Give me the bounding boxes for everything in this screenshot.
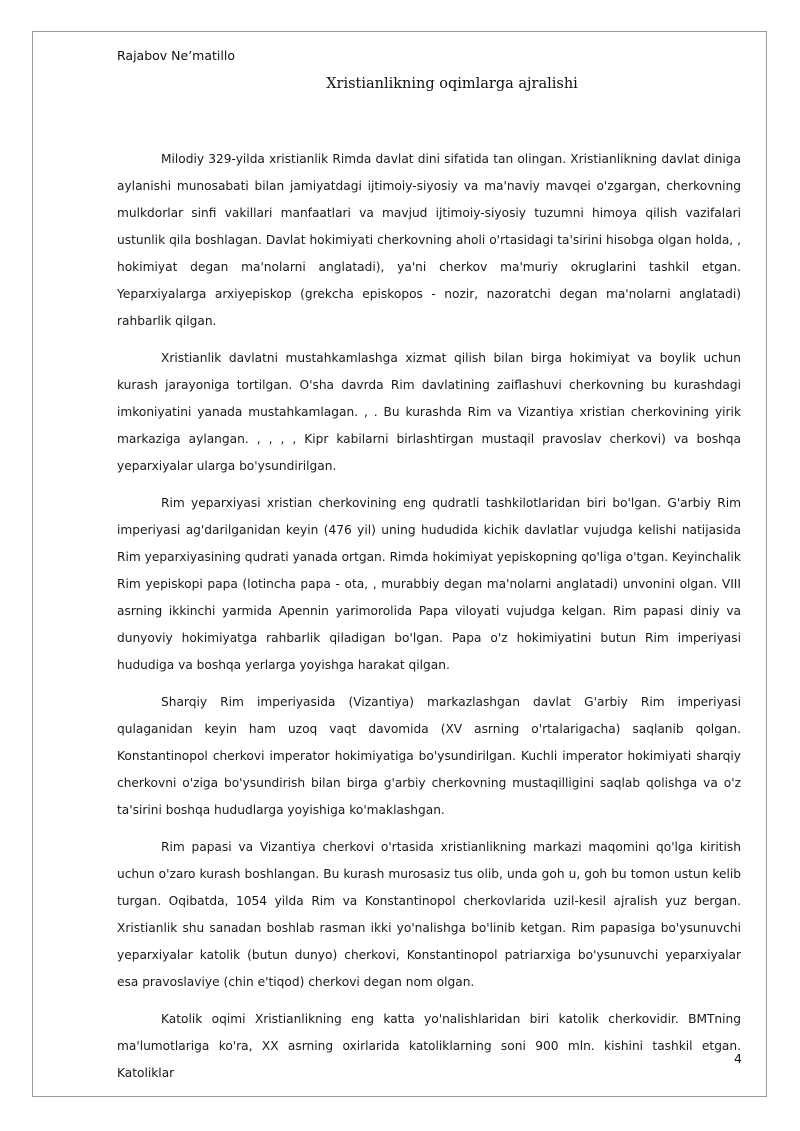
page-number: 4 — [734, 1051, 742, 1066]
paragraph: Rim papasi va Vizantiya cherkovi o'rtasida xristianlikning markazi maqomini qo'lga kiritish uchun o'zaro kurash boshlangan. Bu kurash murosasiz tus olib, unda goh u, goh bu tomon ustun kelib turgan. Oqibatda, 1054 yilda Rim va Konstantinopol cherkovlarida uzil-kesil ajralish yuz bergan. Xristianlik shu sanadan boshlab rasman ikki yo'nalishga bo'linib ketgan. Rim papasiga bo'ysunuvchi yeparxiyalar katolik (butun dunyo) cherkovi, Konstantinopol patriarxiga bo'ysunuvchi yeparxiyalar esa pravoslaviye (chin e'tiqod) cherkovi degan nom olgan. — [117, 840, 741, 989]
paragraph: Xristianlik davlatni mustahkamlashga xizmat qilish bilan birga hokimiyat va boylik uchun kurash jarayoniga tortilgan. O'sha davrda Rim davlatining zaiflashuvi cherkovning bu kurashdagi imkoniyatini yanada mustahkamlagan. , . Bu kurashda Rim va Vizantiya xristian cherkovining yirik markaziga aylangan. , , , , Kipr kabilarni birlashtirgan mustaqil pravoslav cherkovi) va boshqa yeparxiyalar ularga bo'ysundirilgan. — [117, 351, 741, 473]
paragraph: Katolik oqimi Xristianlikning eng katta yo'nalishlaridan biri katolik cherkovidir. BMTning ma'lumotlariga ko'ra, XX asrning oxirlarida katoliklarning soni 900 mln. kishini tashkil etgan. Katoliklar — [117, 1012, 741, 1080]
document-body — [117, 146, 741, 1097]
paragraph: Rim yeparxiyasi xristian cherkovining eng qudratli tashkilotlaridan biri bo'lgan. G'arbiy Rim imperiyasi ag'darilganidan keyin (476 yil) uning hududida kichik davlatlar vujudga kelishi natijasida Rim yeparxiyasining qudrati yanada ortgan. Rimda hokimiyat yepiskopning qo'liga o'tgan. Keyinchalik Rim yepiskopi papa (lotincha papa - ota, , murabbiy degan ma'nolarni anglatadi) unvonini olgan. VIII asrning ikkinchi yarmida Apennin yarimorolida Papa viloyati vujudga kelgan. Rim papasi diniy va dunyoviy hokimiyatga rahbarlik qiladigan bo'lgan. Papa o'z hokimiyatini butun Rim imperiyasi hududiga va boshqa yerlarga yoyishga harakat qilgan. — [117, 496, 741, 672]
header-author: Rajabov Ne’matillo — [117, 48, 235, 63]
paragraph: Milodiy 329-yilda xristianlik Rimda davlat dini sifatida tan olingan. Xristianlikning davlat diniga aylanishi munosabati bilan jamiyatdagi ijtimoiy-siyosiy va ma'naviy mavqei o'zgargan, cherkovning mulkdorlar sinfi vakillari manfaatlari va mavjud ijtimoiy-siyosiy tuzumni himoya qilish vazifalari ustunlik qila boshlagan. Davlat hokimiyati cherkovning aholi o'rtasidagi ta'sirini hisobga olgan holda, , hokimiyat degan ma'nolarni anglatadi), ya'ni cherkov ma'muriy okruglarini tashkil etgan. Yeparxiyalarga arxiyepiskop (grekcha episkopos - nozir, nazoratchi degan ma'nolarni anglatadi) rahbarlik qilgan. — [117, 152, 741, 328]
document-title: Xristianlikning oqimlarga ajralishi — [326, 76, 578, 92]
paragraph: Sharqiy Rim imperiyasida (Vizantiya) markazlashgan davlat G'arbiy Rim imperiyasi qulaganidan keyin ham uzoq vaqt davomida (XV asrning o'rtalarigacha) saqlanib qolgan. Konstantinopol cherkovi imperator hokimiyatiga bo'ysundirilgan. Kuchli imperator hokimiyati sharqiy cherkovni o'ziga bo'ysundirish bilan birga g'arbiy cherkovning mustaqilligini saqlab qolishga va o'z ta'sirini boshqa hududlarga yoyishiga ko'maklashgan. — [117, 695, 741, 817]
